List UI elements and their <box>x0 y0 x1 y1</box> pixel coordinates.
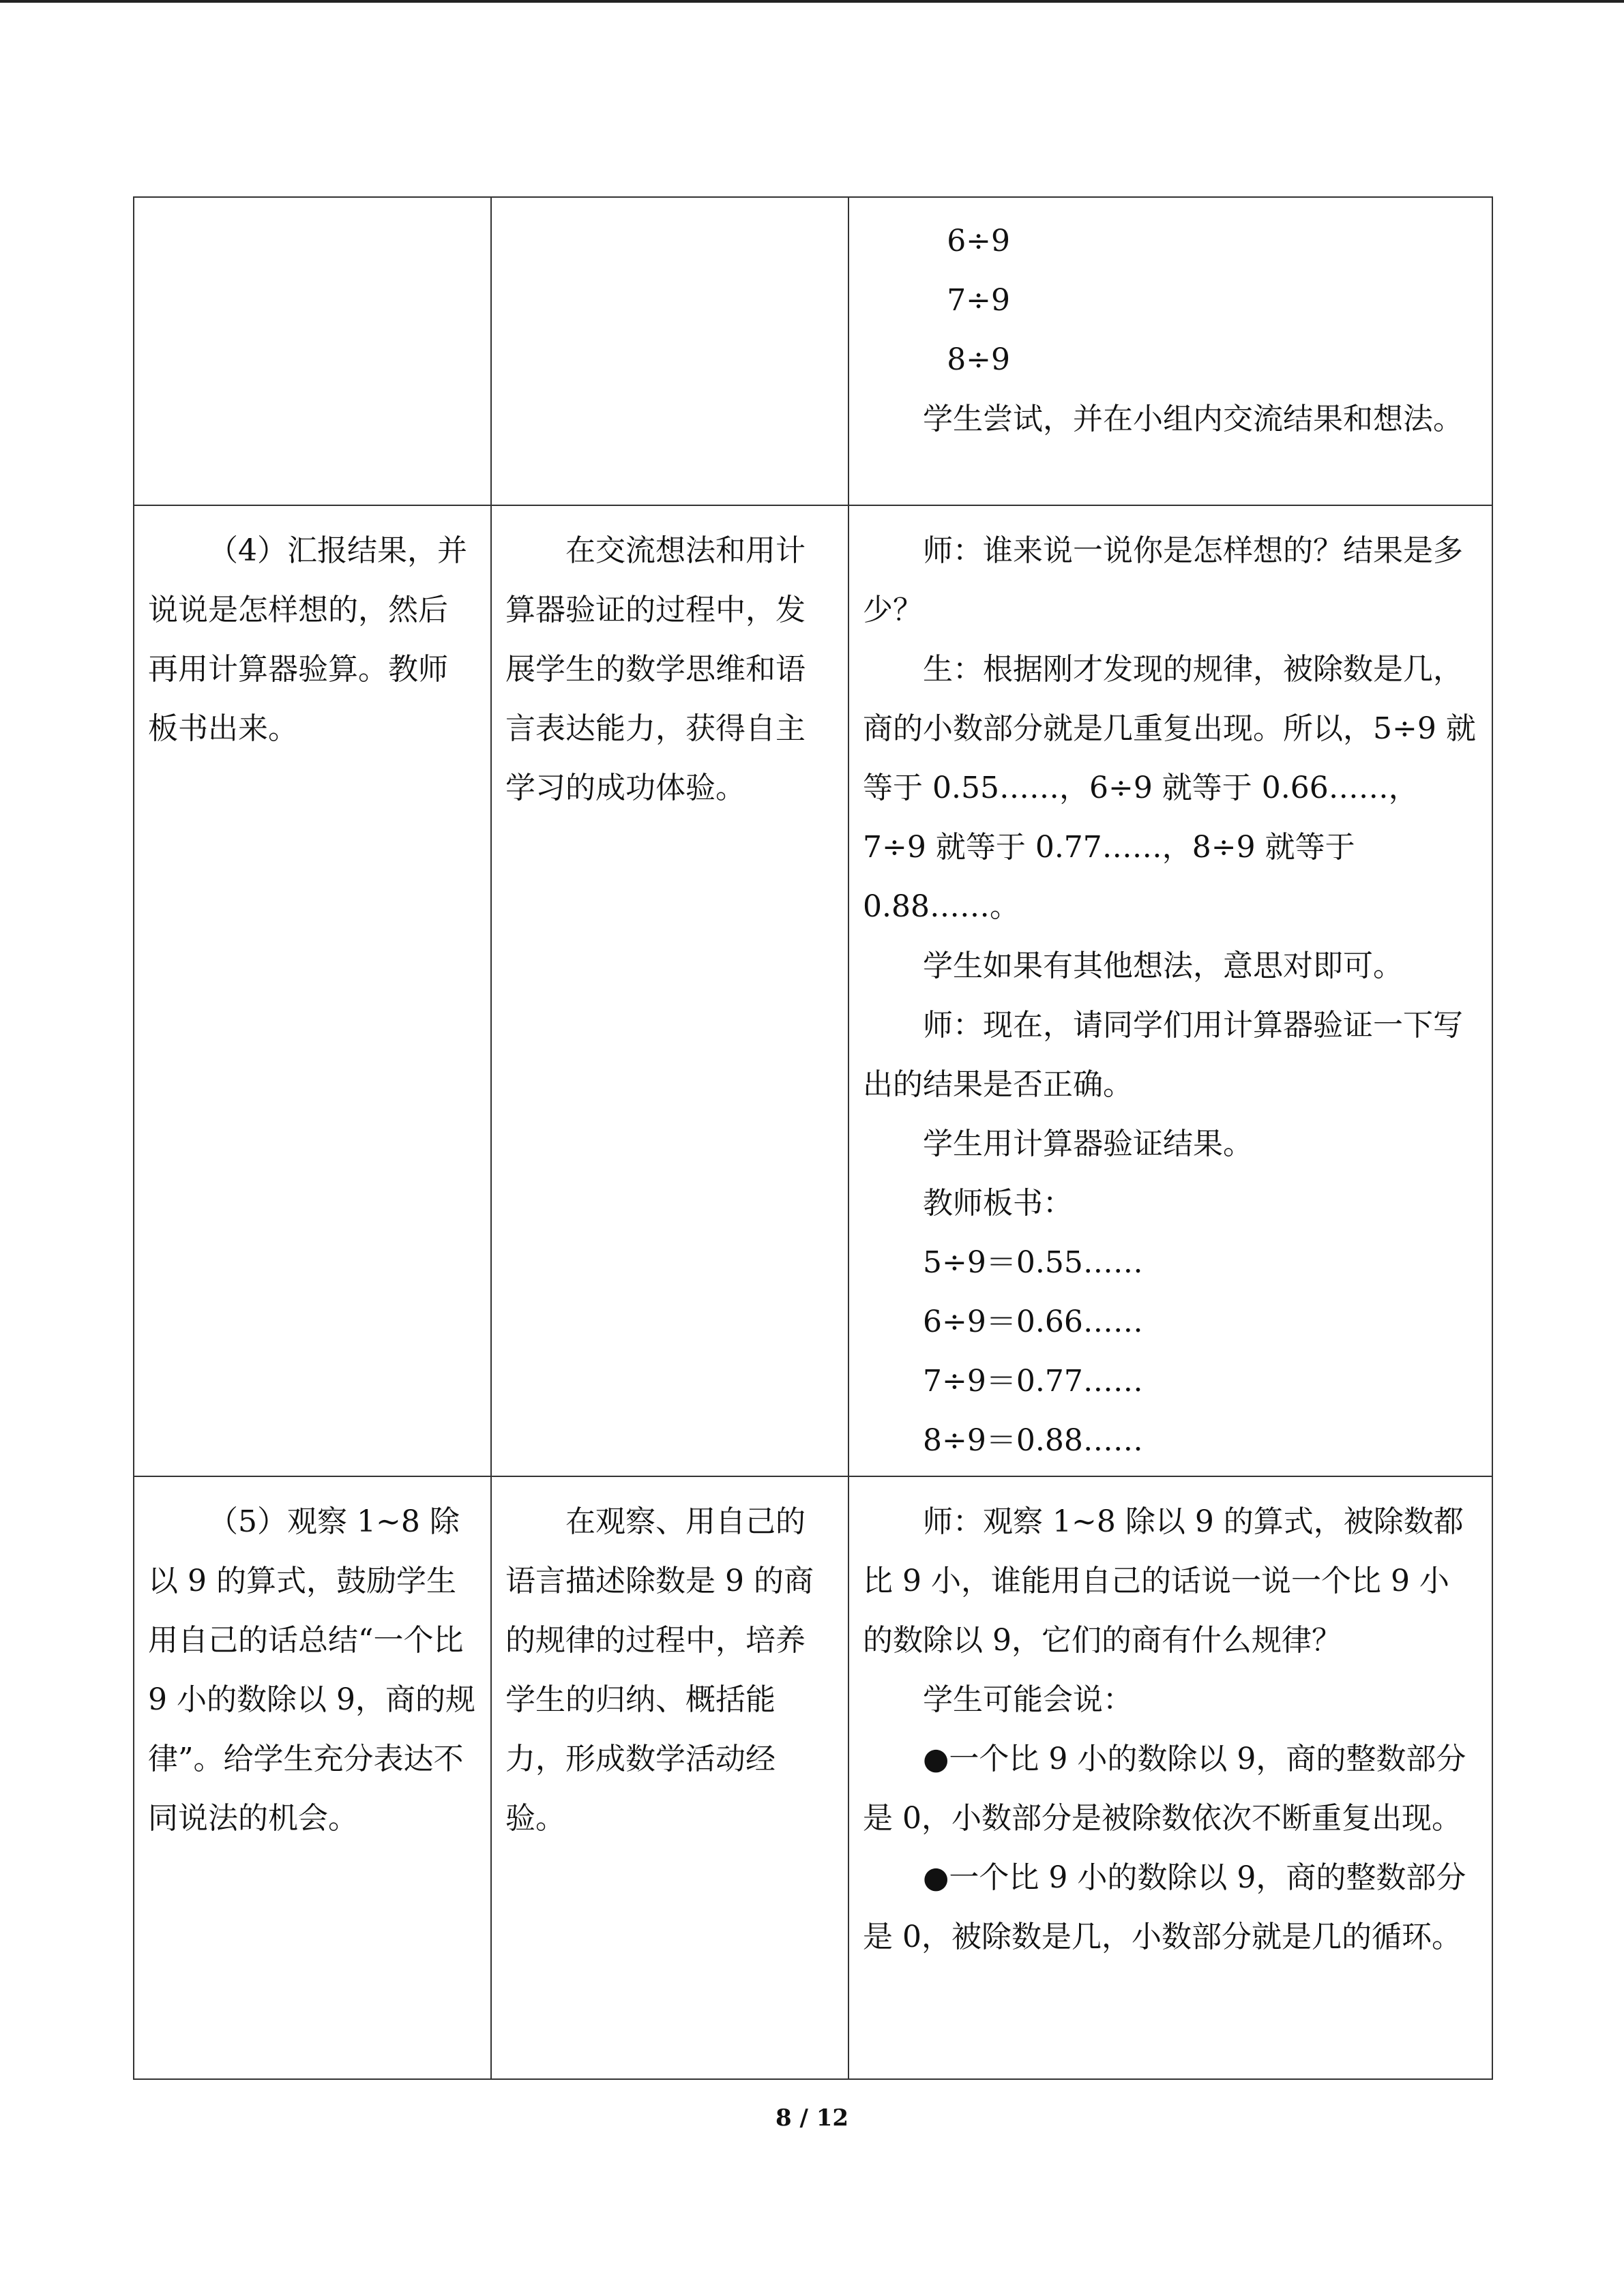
intent-text: 在交流想法和用计算器验证的过程中，发展学生的数学思维和语言表达能力，获得自主学习的成功体验。 <box>505 533 806 805</box>
table-row <box>134 197 1492 505</box>
table-row <box>134 505 1492 1476</box>
row3-activity-cell <box>134 1476 491 2079</box>
process-paragraph: 学生可能会说： <box>923 1682 1133 1717</box>
row2-activity-cell <box>134 505 491 1476</box>
intent-text: 在观察、用自己的语言描述除数是 9 的商的规律的过程中，培养学生的归纳、概括能力，形成数学活动经验。 <box>505 1504 814 1836</box>
board-formula: 7÷9＝0.77…… <box>923 1364 1143 1399</box>
process-paragraph: ●一个比 9 小的数除以 9，商的整数部分是 0，小数部分是被除数依次不断重复出现。 <box>863 1742 1466 1836</box>
board-formula: 5÷9＝0.55…… <box>923 1245 1143 1280</box>
activity-text: （4）汇报结果，并说说是怎样想的，然后再用计算器验算。教师板书出来。 <box>148 533 467 746</box>
row3-process-cell <box>848 1476 1492 2079</box>
board-formula: 8÷9＝0.88…… <box>923 1423 1143 1458</box>
process-paragraph: 学生如果有其他想法，意思对即可。 <box>923 949 1403 983</box>
process-paragraph: 学生用计算器验证结果。 <box>923 1127 1253 1161</box>
formula-line: 7÷9 <box>947 283 1011 318</box>
process-paragraph: 师：观察 1~8 除以 9 的算式，被除数都比 9 小，谁能用自己的话说一说一个比 9 小的数除以 9，它们的商有什么规律？ <box>863 1504 1464 1658</box>
process-paragraph: 学生尝试，并在小组内交流结果和想法。 <box>923 402 1463 436</box>
process-paragraph: 师：现在，请同学们用计算器验证一下写出的结果是否正确。 <box>863 1008 1463 1102</box>
process-paragraph: 师：谁来说一说你是怎样想的？结果是多少？ <box>863 533 1463 627</box>
table-row <box>134 1476 1492 2079</box>
page-top-border <box>0 0 1624 3</box>
row2-process-cell <box>848 505 1492 1476</box>
board-formula: 6÷9＝0.66…… <box>923 1304 1143 1339</box>
activity-text: （5）观察 1~8 除以 9 的算式，鼓励学生用自己的话总结“一个比 9 小的数除以 9，商的规律”。给学生充分表达不同说法的机会。 <box>148 1504 475 1836</box>
formula-line: 6÷9 <box>947 224 1011 258</box>
row1-process-cell <box>848 197 1492 505</box>
process-paragraph: 教师板书： <box>923 1186 1073 1221</box>
formula-line: 8÷9 <box>947 342 1011 377</box>
lesson-plan-table <box>133 196 1493 2080</box>
page-number: 8 / 12 <box>775 2104 849 2132</box>
process-paragraph: ●一个比 9 小的数除以 9，商的整数部分是 0，被除数是几，小数部分就是几的循环。 <box>863 1860 1466 1954</box>
row1-activity-cell <box>134 197 491 505</box>
row3-intent-cell <box>491 1476 848 2079</box>
process-paragraph: 生：根据刚才发现的规律，被除数是几，商的小数部分就是几重复出现。所以，5÷9 就等于 0.55……，6÷9 就等于 0.66……，7÷9 就等于 0.77……，8÷9 就等于 0.88……。 <box>863 652 1476 924</box>
row1-intent-cell <box>491 197 848 505</box>
row2-intent-cell <box>491 505 848 1476</box>
